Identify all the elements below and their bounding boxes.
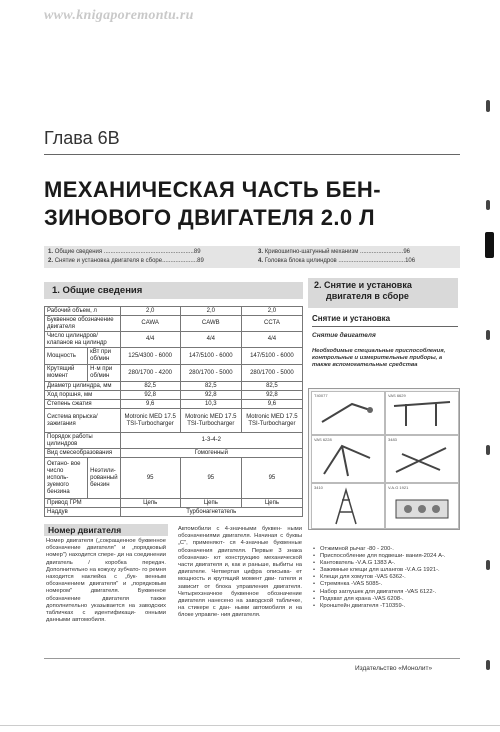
edge-tab-mark — [486, 660, 490, 670]
engine-number-text-col1: Номер двигателя („сокращенное буквенное обозначение двигателя" и „порядковый номер") находится спере- ди на соединении двигатель / коробка передач. Дополнительно на кожуху зубчато- го ремня находится наклейка с „бук- венным обозначением двигателя" и „порядковым номером" двигателя. Буквенное обозначение двигателя также дополнительно указывается на заводских табличках с идентификаци- онными данными автомобиля. — [46, 538, 166, 624]
chapter-label: Глава 6В — [44, 128, 120, 148]
tool-image: VAS 6629 — [385, 391, 459, 435]
divider — [44, 658, 460, 659]
page-edge — [0, 725, 500, 726]
engine-number-text-col2: Автомобили с 4-значными буквен- ными обозначениями двигателя. Начиная с буквы „С", применяют- ся 4-значные буквенные обозначения двигателя. Первые 3 знака обозначаю- ют конструкцию механической части двигателя и, как и раньше, выбиты на двигателе. Четвертая цифра описыва- ет мощность и крутящий момент дви- гателя и зависит от блока управления двигателя. Четырехзначное буквенное обозначение двигателя нанесено на заводской табличке, на стикере с дан- ными автомобиля и на блоке управле- ния двигателя. — [178, 526, 302, 619]
table-row: Вид смесеобразования Гомогенный — [45, 449, 303, 458]
list-item: • Зажимные клещи для шлангов -V.A.G 1921-. — [312, 567, 462, 574]
publisher-footer: Издательство «Монолит» — [355, 665, 433, 672]
list-item: • Кронштейн двигателя -T10359-. — [312, 603, 462, 610]
table-row: Степень сжатия 9,6 10,3 9,6 — [45, 400, 303, 409]
divider — [44, 154, 460, 155]
edge-tab-mark — [486, 200, 490, 210]
tools-list — [312, 546, 462, 610]
divider — [312, 326, 458, 327]
tools-intro: Необходимые специальные приспособления, контрольные и измерительные приборы, а также вспомогательные средства — [312, 348, 446, 369]
section-heading-general: 1. Общие сведения — [44, 282, 303, 299]
list-item: • Кантователь -V.A.G 1383 A-. — [312, 560, 462, 567]
table-row: Рабочий объем, л 2,0 2,0 2,0 — [45, 307, 303, 316]
table-row: Система впрыска/ зажигания Motronic MED 17.5 TSI-Turbocharger Motronic MED 17.5 TSI-Turbocharger Motronic MED 17.5 TSI-Turbocharger — [45, 409, 303, 433]
table-row: Ход поршня, мм 92,8 92,8 92,8 — [45, 391, 303, 400]
list-item: • Клещи для хомутов -VAS 6362-. — [312, 574, 462, 581]
edge-tab-mark — [486, 560, 490, 570]
table-row: Мощность кВт при об/мин 125/4300 - 6000 147/5100 - 6000 147/5100 - 6000 — [45, 348, 303, 365]
tool-image: VAS 6228 — [311, 435, 385, 483]
tool-image: 3483 — [385, 435, 459, 483]
edge-tab-mark — [486, 100, 490, 112]
table-row: Диаметр цилиндра, мм 82,5 82,5 82,5 — [45, 382, 303, 391]
tool-image: 3410 — [311, 483, 385, 529]
table-row: Порядок работы цилиндров 1-3-4-2 — [45, 433, 303, 449]
tools-illustration — [308, 388, 460, 530]
edge-tab-mark — [486, 330, 490, 340]
toc-item[interactable]: 4. Головка блока цилиндров ........................................106 — [258, 258, 416, 264]
edge-tab-mark — [486, 445, 490, 455]
table-row: Привод ГРМ Цепь Цепь Цепь — [45, 499, 303, 508]
engine-spec-table — [44, 306, 303, 517]
table-of-contents — [44, 246, 460, 268]
list-item: • Стремянка -VAS 5085-. — [312, 581, 462, 588]
toc-item[interactable]: 3. Кривошипно-шатунный механизм ..........................96 — [258, 249, 411, 255]
edge-tab-current — [485, 232, 494, 258]
table-row: Октано- вое число исполь- зуемого бензина Неэтили- рованный бензин 95 95 95 — [45, 458, 303, 499]
table-row: Крутящий момент Н·м при об/мин 280/1700 - 4200 280/1700 - 5000 280/1700 - 5000 — [45, 365, 303, 382]
list-item: • Приспособление для подвеши- вания-2024 A-. — [312, 553, 462, 560]
tool-image: V.A.G 1921 — [385, 483, 459, 529]
list-item: • Подхват для крана -VAS 6208-. — [312, 596, 462, 603]
toc-item[interactable]: 1. Общие сведения ......................................................89 — [48, 249, 201, 255]
section-heading-removal: 2. Снятие и установка двигателя в сборе — [308, 278, 458, 308]
tool-image: T40077 — [311, 391, 385, 435]
table-row: Число цилиндров/ клапанов на цилиндр 4/4 4/4 4/4 — [45, 332, 303, 348]
watermark: www.knigaporemontu.ru — [44, 8, 194, 23]
engine-number-heading: Номер двигателя — [44, 524, 168, 536]
page-title: МЕХАНИЧЕСКАЯ ЧАСТЬ БЕН- ЗИНОВОГО ДВИГАТЕЛЯ 2.0 Л — [44, 177, 381, 230]
removal-heading: Снятие и установка — [312, 314, 391, 323]
table-row: Наддув Турбонагнетатель — [45, 508, 303, 517]
table-row: Буквенное обозначение двигателя CAWA CAWB CCTA — [45, 316, 303, 332]
toc-item[interactable]: 2. Снятие и установка двигателя в сборе.....................89 — [48, 258, 204, 264]
list-item: • Отжимной рычаг -80 - 200-. — [312, 546, 462, 553]
list-item: • Набор заглушек для двигателя -VAS 6122-. — [312, 589, 462, 596]
removal-subheading: Снятие двигателя — [312, 332, 376, 339]
